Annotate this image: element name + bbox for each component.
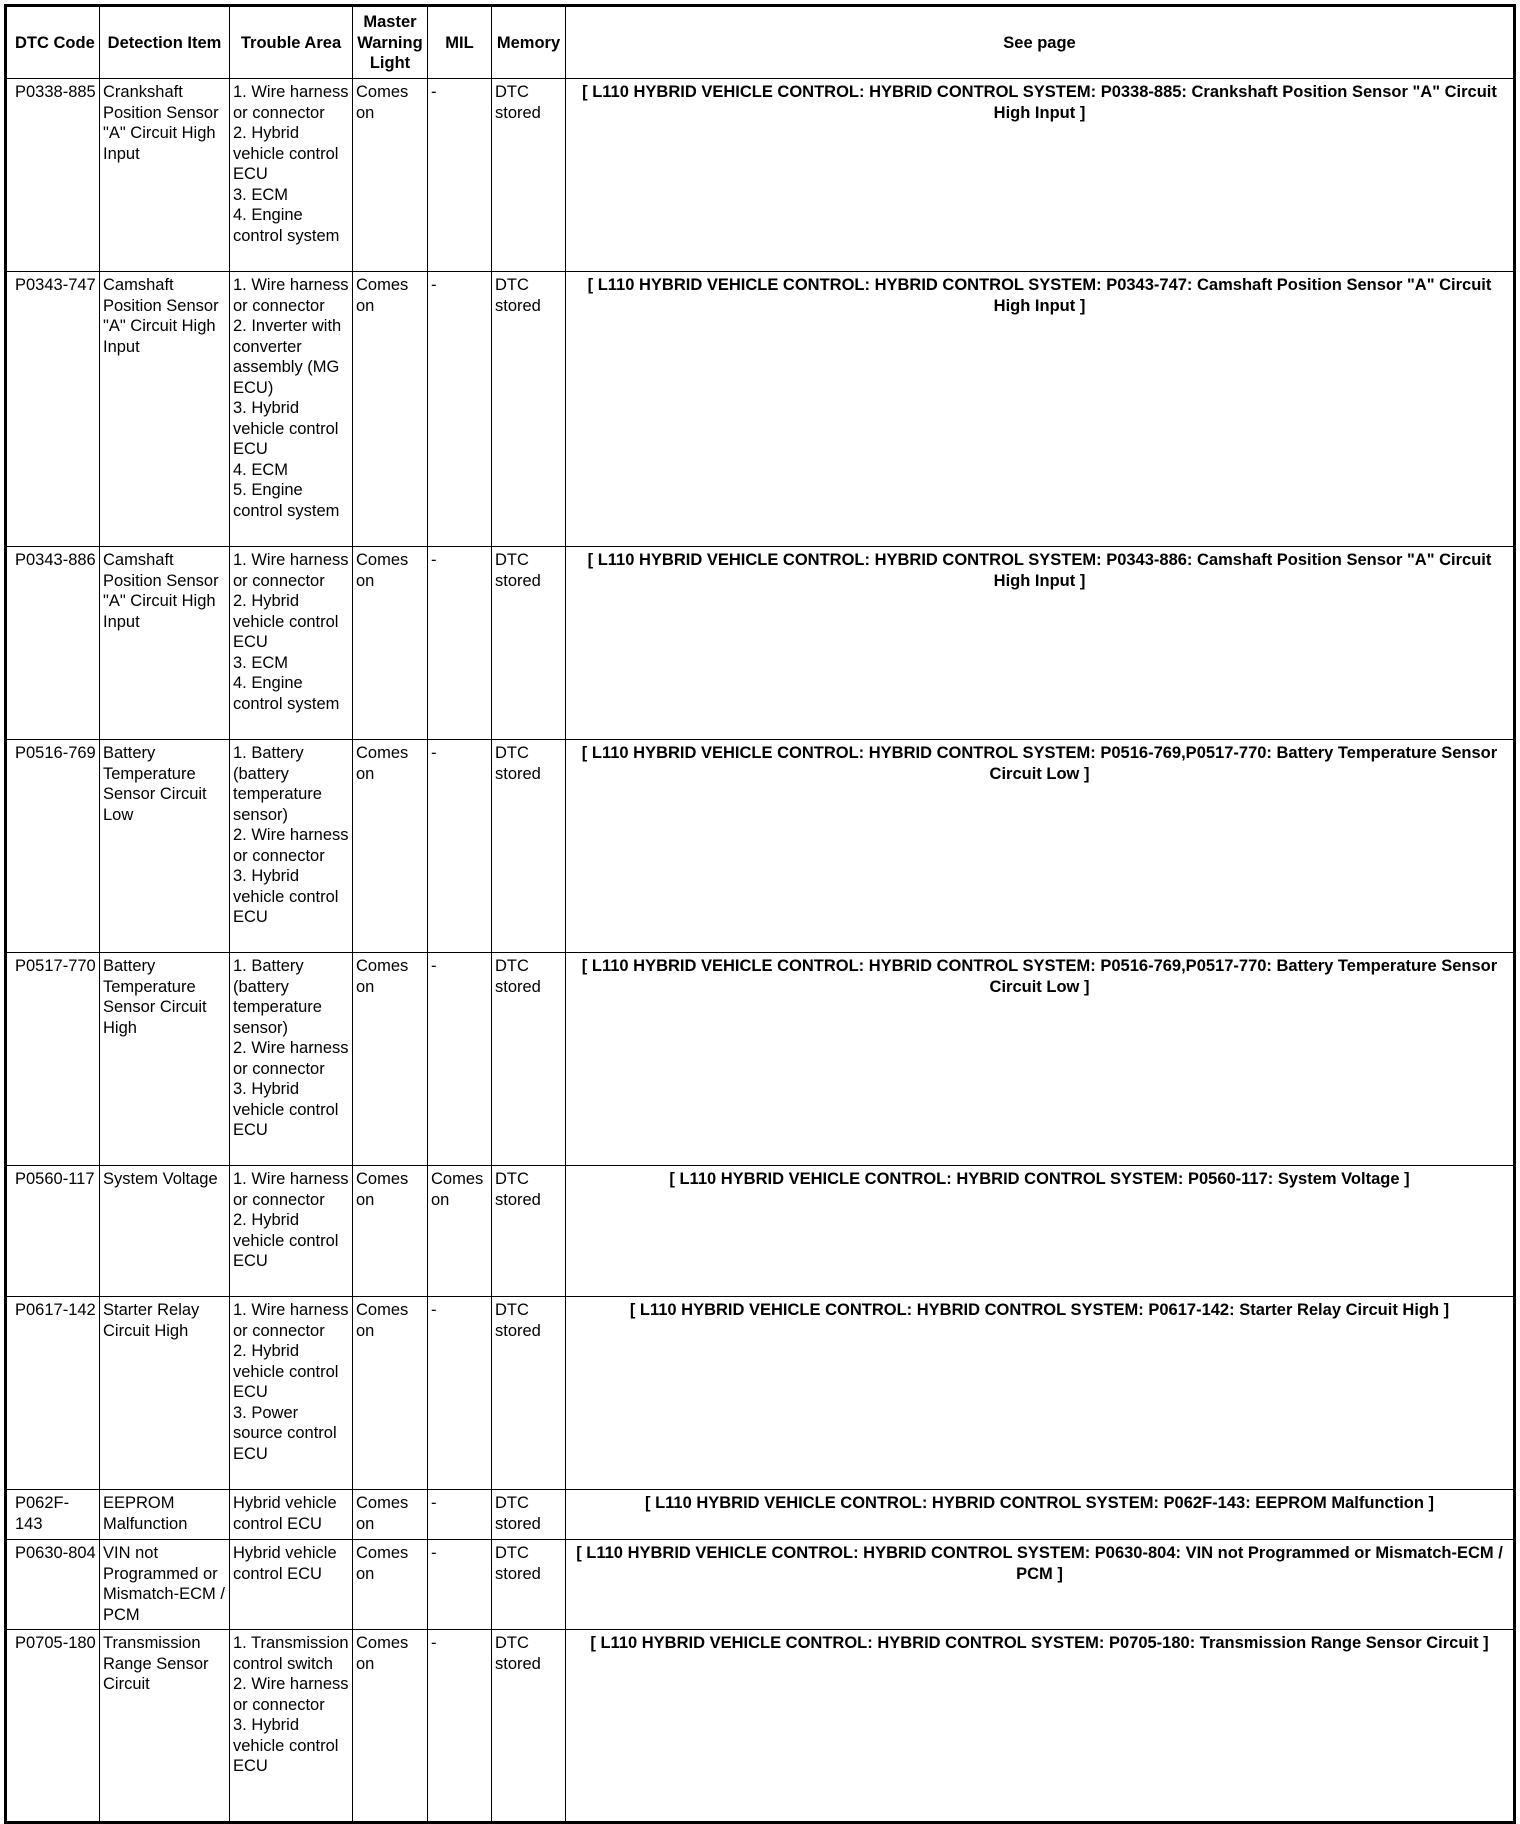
trouble-area-cell: 1. Wire harness or connector 2. Hybrid vehicle control ECU 3. Power source control ECU (230, 1297, 353, 1490)
dtc-code-cell: P0517-770 (6, 953, 100, 1166)
dtc-table (4, 4, 1516, 1824)
trouble-area-cell: 1. Wire harness or connector 2. Hybrid vehicle control ECU 3. ECM 4. Engine control system (230, 547, 353, 740)
memory-cell: DTC stored (492, 1166, 566, 1297)
master-warning-cell: Comes on (353, 740, 428, 953)
memory-cell: DTC stored (492, 1630, 566, 1823)
trouble-area-cell: 1. Wire harness or connector 2. Hybrid vehicle control ECU 3. ECM 4. Engine control system (230, 79, 353, 272)
header-trouble-area: Trouble Area (230, 6, 353, 79)
detection-item-cell: Transmission Range Sensor Circuit (100, 1630, 230, 1823)
detection-item-cell: Camshaft Position Sensor "A" Circuit High Input (100, 547, 230, 740)
trouble-area-cell: 1. Battery (battery temperature sensor) 2. Wire harness or connector 3. Hybrid vehicle control ECU (230, 953, 353, 1166)
dtc-code-cell: P0705-180 (6, 1630, 100, 1823)
mil-cell: - (428, 1297, 492, 1490)
header-see-page: See page (566, 6, 1515, 79)
trouble-area-cell: Hybrid vehicle control ECU (230, 1540, 353, 1630)
memory-cell: DTC stored (492, 1297, 566, 1490)
header-dtc-code: DTC Code (6, 6, 100, 79)
master-warning-cell: Comes on (353, 953, 428, 1166)
dtc-table-sheet (4, 4, 1516, 1814)
detection-item-cell: Camshaft Position Sensor "A" Circuit High Input (100, 272, 230, 547)
see-page-link[interactable]: [ L110 HYBRID VEHICLE CONTROL: HYBRID CONTROL SYSTEM: P0343-886: Camshaft Position Sensor "A" Circuit High Input ] (566, 547, 1515, 740)
trouble-area-cell: 1. Wire harness or connector 2. Inverter with converter assembly (MG ECU) 3. Hybrid vehicle control ECU 4. ECM 5. Engine control system (230, 272, 353, 547)
memory-cell: DTC stored (492, 953, 566, 1166)
memory-cell: DTC stored (492, 272, 566, 547)
mil-cell: - (428, 272, 492, 547)
master-warning-cell: Comes on (353, 79, 428, 272)
see-page-link[interactable]: [ L110 HYBRID VEHICLE CONTROL: HYBRID CONTROL SYSTEM: P0705-180: Transmission Range Sensor Circuit ] (566, 1630, 1515, 1823)
memory-cell: DTC stored (492, 1490, 566, 1540)
detection-item-cell: VIN not Programmed or Mismatch-ECM / PCM (100, 1540, 230, 1630)
master-warning-cell: Comes on (353, 1540, 428, 1630)
mil-cell: - (428, 1540, 492, 1630)
master-warning-cell: Comes on (353, 1490, 428, 1540)
master-warning-cell: Comes on (353, 272, 428, 547)
trouble-area-cell: Hybrid vehicle control ECU (230, 1490, 353, 1540)
table-row (6, 79, 1515, 272)
mil-cell: - (428, 547, 492, 740)
table-row (6, 1630, 1515, 1823)
dtc-code-cell: P0630-804 (6, 1540, 100, 1630)
dtc-code-cell: P062F-143 (6, 1490, 100, 1540)
mil-cell: Comes on (428, 1166, 492, 1297)
header-detection-item: Detection Item (100, 6, 230, 79)
see-page-link[interactable]: [ L110 HYBRID VEHICLE CONTROL: HYBRID CONTROL SYSTEM: P0560-117: System Voltage ] (566, 1166, 1515, 1297)
trouble-area-cell: 1. Wire harness or connector 2. Hybrid vehicle control ECU (230, 1166, 353, 1297)
dtc-code-cell: P0516-769 (6, 740, 100, 953)
mil-cell: - (428, 1630, 492, 1823)
dtc-code-cell: P0343-886 (6, 547, 100, 740)
detection-item-cell: Crankshaft Position Sensor "A" Circuit High Input (100, 79, 230, 272)
memory-cell: DTC stored (492, 740, 566, 953)
mil-cell: - (428, 79, 492, 272)
mil-cell: - (428, 740, 492, 953)
see-page-link[interactable]: [ L110 HYBRID VEHICLE CONTROL: HYBRID CONTROL SYSTEM: P0516-769,P0517-770: Battery Temperature Sensor Circuit Low ] (566, 740, 1515, 953)
table-row (6, 953, 1515, 1166)
detection-item-cell: Battery Temperature Sensor Circuit Low (100, 740, 230, 953)
master-warning-cell: Comes on (353, 1166, 428, 1297)
master-warning-cell: Comes on (353, 547, 428, 740)
memory-cell: DTC stored (492, 547, 566, 740)
header-mil: MIL (428, 6, 492, 79)
memory-cell: DTC stored (492, 1540, 566, 1630)
header-master-warning-light: Master Warning Light (353, 6, 428, 79)
trouble-area-cell: 1. Transmission control switch 2. Wire harness or connector 3. Hybrid vehicle control ECU (230, 1630, 353, 1823)
table-row (6, 1297, 1515, 1490)
detection-item-cell: System Voltage (100, 1166, 230, 1297)
table-row (6, 1166, 1515, 1297)
see-page-link[interactable]: [ L110 HYBRID VEHICLE CONTROL: HYBRID CONTROL SYSTEM: P0516-769,P0517-770: Battery Temperature Sensor Circuit Low ] (566, 953, 1515, 1166)
see-page-link[interactable]: [ L110 HYBRID VEHICLE CONTROL: HYBRID CONTROL SYSTEM: P0338-885: Crankshaft Position Sensor "A" Circuit High Input ] (566, 79, 1515, 272)
memory-cell: DTC stored (492, 79, 566, 272)
dtc-code-cell: P0343-747 (6, 272, 100, 547)
dtc-code-cell: P0617-142 (6, 1297, 100, 1490)
table-row (6, 1490, 1515, 1540)
detection-item-cell: Starter Relay Circuit High (100, 1297, 230, 1490)
table-row (6, 740, 1515, 953)
see-page-link[interactable]: [ L110 HYBRID VEHICLE CONTROL: HYBRID CONTROL SYSTEM: P0617-142: Starter Relay Circuit High ] (566, 1297, 1515, 1490)
see-page-link[interactable]: [ L110 HYBRID VEHICLE CONTROL: HYBRID CONTROL SYSTEM: P0343-747: Camshaft Position Sensor "A" Circuit High Input ] (566, 272, 1515, 547)
master-warning-cell: Comes on (353, 1297, 428, 1490)
table-row (6, 272, 1515, 547)
mil-cell: - (428, 953, 492, 1166)
table-row (6, 1540, 1515, 1630)
dtc-code-cell: P0338-885 (6, 79, 100, 272)
trouble-area-cell: 1. Battery (battery temperature sensor) 2. Wire harness or connector 3. Hybrid vehicle control ECU (230, 740, 353, 953)
detection-item-cell: EEPROM Malfunction (100, 1490, 230, 1540)
master-warning-cell: Comes on (353, 1630, 428, 1823)
table-header-row (6, 6, 1515, 79)
table-row (6, 547, 1515, 740)
see-page-link[interactable]: [ L110 HYBRID VEHICLE CONTROL: HYBRID CONTROL SYSTEM: P062F-143: EEPROM Malfunction ] (566, 1490, 1515, 1540)
see-page-link[interactable]: [ L110 HYBRID VEHICLE CONTROL: HYBRID CONTROL SYSTEM: P0630-804: VIN not Programmed or Mismatch-ECM / PCM ] (566, 1540, 1515, 1630)
detection-item-cell: Battery Temperature Sensor Circuit High (100, 953, 230, 1166)
header-memory: Memory (492, 6, 566, 79)
mil-cell: - (428, 1490, 492, 1540)
dtc-code-cell: P0560-117 (6, 1166, 100, 1297)
